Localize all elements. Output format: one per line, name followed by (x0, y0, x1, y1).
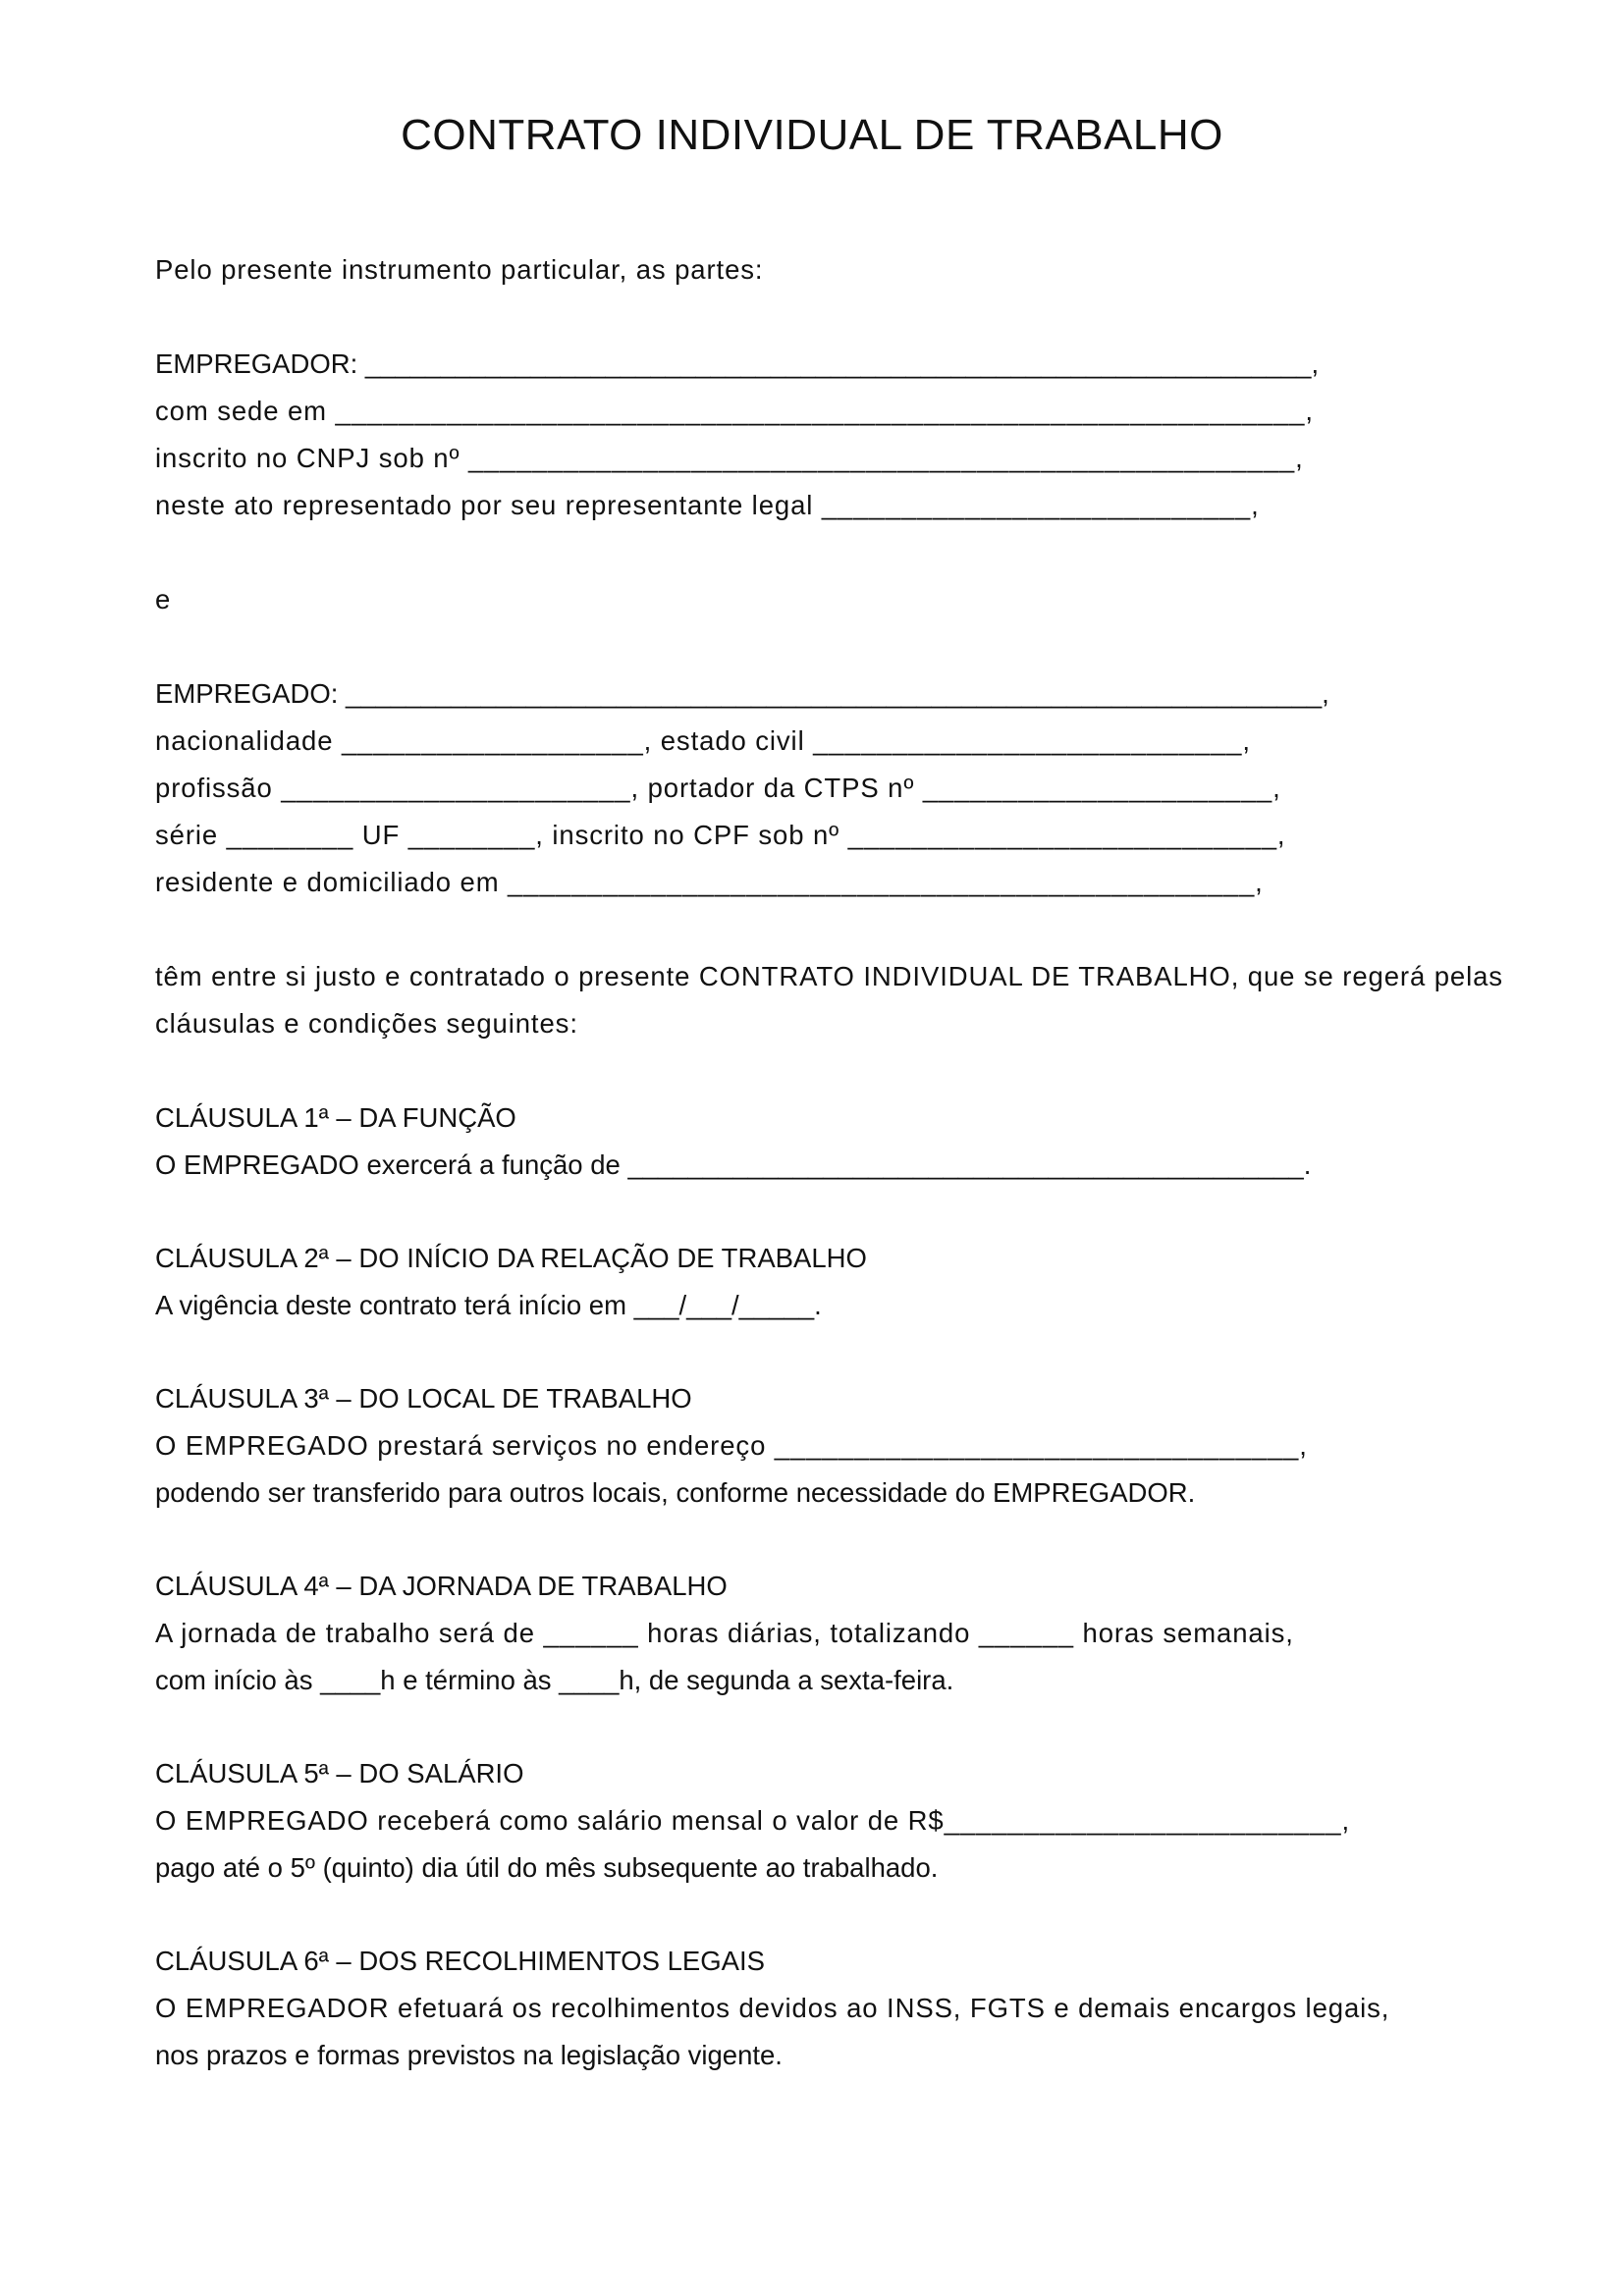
clause-5-text-line-2: pago até o 5º (quinto) dia útil do mês subsequente ao trabalhado. (155, 1852, 939, 1883)
clause-3-text-line-2: podendo ser transferido para outros locais, conforme necessidade do EMPREGADOR. (155, 1477, 1196, 1508)
clause-5-text-line-1: O EMPREGADO receberá como salário mensal o valor de R$_________________________, (155, 1805, 1351, 1836)
empregado-name-line: EMPREGADO: _________________________________________________________________, (155, 678, 1329, 709)
empregado-cpf-line: série ________ UF ________, inscrito no CPF sob nº ___________________________, (155, 820, 1286, 850)
empregado-profession-line: profissão ______________________, portador da CTPS nº ______________________, (155, 773, 1281, 803)
clause-3-text-line-1: O EMPREGADO prestará serviços no endereço _________________________________, (155, 1430, 1308, 1461)
clause-6-text-line-1: O EMPREGADOR efetuará os recolhimentos devidos ao INSS, FGTS e demais encargos legais, (155, 1993, 1390, 2023)
agreement-text-line-2: cláusulas e condições seguintes: (155, 1008, 578, 1039)
document-title: CONTRATO INDIVIDUAL DE TRABALHO (401, 111, 1223, 159)
clause-1-heading: CLÁUSULA 1ª – DA FUNÇÃO (155, 1102, 516, 1133)
intro-text: Pelo presente instrumento particular, as partes: (155, 254, 764, 285)
clause-2-heading: CLÁUSULA 2ª – DO INÍCIO DA RELAÇÃO DE TRABALHO (155, 1243, 867, 1273)
agreement-text-line-1: têm entre si justo e contratado o presente CONTRATO INDIVIDUAL DE TRABALHO, que se regerá pelas (155, 961, 1503, 991)
conjunction-text: e (155, 584, 171, 614)
empregador-name-line: EMPREGADOR: _______________________________________________________________, (155, 348, 1320, 379)
empregado-residence-line: residente e domiciliado em _______________________________________________, (155, 867, 1264, 897)
clause-2-text: A vigência deste contrato terá início em ___/___/_____. (155, 1290, 822, 1320)
clause-4-heading: CLÁUSULA 4ª – DA JORNADA DE TRABALHO (155, 1571, 728, 1601)
clause-6-text-line-2: nos prazos e formas previstos na legislação vigente. (155, 2040, 783, 2070)
clause-6-heading: CLÁUSULA 6ª – DOS RECOLHIMENTOS LEGAIS (155, 1946, 765, 1976)
empregador-cnpj-line: inscrito no CNPJ sob nº ____________________________________________________, (155, 443, 1304, 473)
clause-4-text-line-2: com início às ____h e término às ____h, de segunda a sexta-feira. (155, 1665, 954, 1695)
clause-4-text-line-1: A jornada de trabalho será de ______ horas diárias, totalizando ______ horas semanais, (155, 1618, 1294, 1648)
empregador-address-line: com sede em _____________________________________________________________, (155, 396, 1314, 426)
clause-3-heading: CLÁUSULA 3ª – DO LOCAL DE TRABALHO (155, 1383, 692, 1414)
empregador-representative-line: neste ato representado por seu representante legal ___________________________, (155, 490, 1260, 520)
empregado-nationality-line: nacionalidade ___________________, estado civil ___________________________, (155, 725, 1251, 756)
clause-5-heading: CLÁUSULA 5ª – DO SALÁRIO (155, 1758, 524, 1789)
clause-1-text: O EMPREGADO exercerá a função de _____________________________________________. (155, 1149, 1312, 1180)
